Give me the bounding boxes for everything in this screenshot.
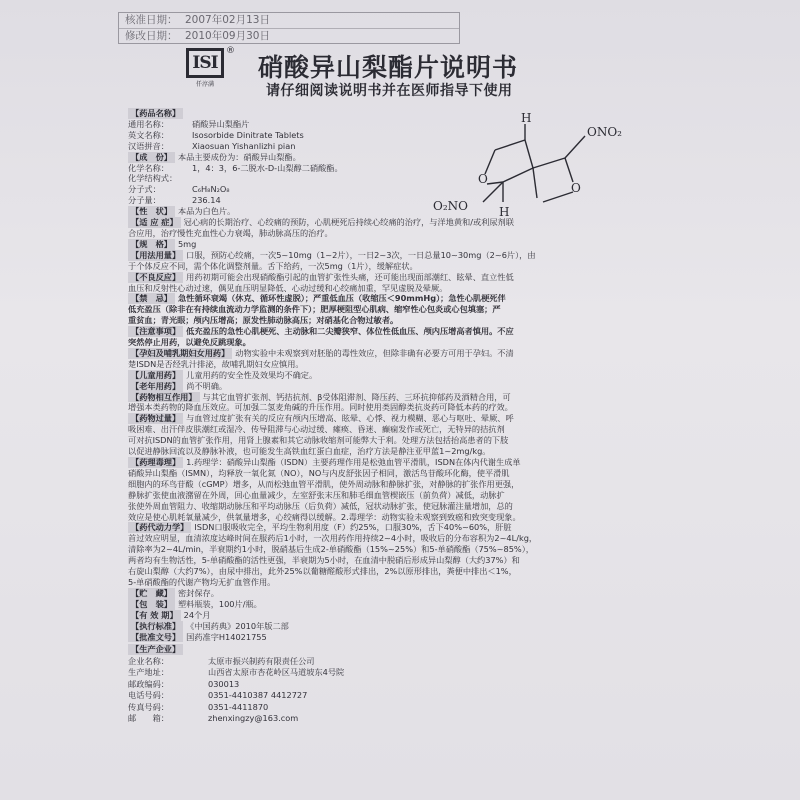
section-heading: 【贮 藏】 <box>128 588 175 599</box>
email-address: zhenxingzy@163.com <box>208 713 299 724</box>
section-text: 低充盈压的急性心肌梗死、主动脉和二尖瓣狭窄、体位性低血压、颅内压增高者慎用。不应 <box>186 326 514 337</box>
section-heading: 【药物相互作用】 <box>128 392 200 403</box>
section-text: 静脉扩张使血液潴留在外周，回心血量减少，左室舒张末压和肺毛细血管楔嵌压（前负荷）减低，动脉扩 <box>128 489 505 500</box>
formula-label: 分子式： <box>128 184 161 195</box>
weight-label: 分子量： <box>128 195 161 206</box>
company-name: 太原市振兴制药有限责任公司 <box>208 655 315 666</box>
section-validity <box>128 610 728 621</box>
ring-oxygen-left: O <box>478 172 488 186</box>
section-text: 塑料瓶装，100片/瓶。 <box>177 598 262 609</box>
section-heading: 【药代动力学】 <box>128 522 191 533</box>
section-text: 细胞内的环鸟苷酸（cGMP）增多，从而松弛血管平滑肌，使外周动脉和静脉扩张，对静脉的扩张作用更强， <box>128 478 520 489</box>
molecular-weight: 236.14 <box>192 195 221 206</box>
section-text: 24个月 <box>183 609 211 620</box>
english-name-label: 英文名称： <box>128 129 169 140</box>
section-standard <box>128 621 728 632</box>
generic-name-label: 通用名称： <box>128 118 169 129</box>
section-pharmacology <box>128 457 728 522</box>
section-heading: 【执行标准】 <box>128 621 183 632</box>
section-text: 冠心病的长期治疗、心绞痛的预防，心肌梗死后持续心绞痛的治疗，与洋地黄和/或利尿剂联 <box>183 217 514 228</box>
main-ingredient: 本品主要成份为：硝酸异山梨酯。 <box>177 151 301 162</box>
section-text: 于个体反应不同，需个体化调整剂量。舌下给药，一次5mg（1片），缓解症状。 <box>128 260 418 271</box>
section-heading: 【儿童用药】 <box>128 370 183 381</box>
section-text: 与其它血管扩张剂、钙拮抗剂、β受体阻滞剂、降压药、三环抗抑郁药及酒精合用，可 <box>202 391 511 402</box>
section-ingredients <box>128 152 728 207</box>
leaflet-body <box>128 108 728 788</box>
address-label: 生产地址： <box>128 667 169 678</box>
section-heading: 【生产企业】 <box>128 644 183 655</box>
section-heading: 【孕妇及哺乳期妇女用药】 <box>128 348 232 359</box>
section-text: 增强本类药物的降血压效应。可加强二氢麦角碱的升压作用。同时使用类固醇类抗炎药可降低本药的疗效。 <box>128 402 513 413</box>
bottom-hydrogen: H <box>499 205 510 219</box>
date-box <box>118 12 460 44</box>
section-contraindication <box>128 293 728 326</box>
section-text: 重贫血；青光眼；颅内压增高；原发性肺动脉高压；对硝基化合物过敏者。 <box>128 315 399 326</box>
section-elderly <box>128 381 728 392</box>
section-text: 《中国药典》2010年版二部 <box>186 620 289 631</box>
section-text: ISDN口服吸收完全，平均生物利用度（F）约25%，口服30%，舌下40%~60%，肝脏 <box>194 522 512 533</box>
section-children <box>128 370 728 381</box>
company-name-label: 企业名称： <box>128 655 169 666</box>
registered-mark: ® <box>226 46 235 56</box>
approve-date: 2007年02月13日 <box>185 14 270 26</box>
approve-date-label: 核准日期： <box>125 14 178 26</box>
section-heading: 【有 效 期】 <box>128 610 181 621</box>
section-text: 动物实验中未观察到对胚胎的毒性效应，但除非确有必要方可用于孕妇。不清 <box>235 347 514 358</box>
section-text: 首过效应明显，血清浓度达峰时间在服药后1小时，一次用药作用持续2~4小时，吸收后的分布容积为2~4L/kg， <box>128 533 538 544</box>
pinyin-name: Xiaosuan Yishanlizhi pian <box>192 140 296 151</box>
section-interaction <box>128 392 728 414</box>
section-heading: 【不良反应】 <box>128 272 183 283</box>
section-heading: 【包 装】 <box>128 599 175 610</box>
molecular-formula: C₆H₈N₂O₈ <box>192 184 230 195</box>
section-text: 右旋山梨醇（大约7%），由尿中排出，此外25%以葡糖醛酸形式排出，2%以原形排出，粪便中排出＜1%， <box>128 566 517 577</box>
section-storage <box>128 588 728 599</box>
section-text: 张使外周血管阻力、收缩期动脉压和平均动脉压（后负荷）减低，冠状动脉扩张，使冠脉灌注量增加，总的 <box>128 500 513 511</box>
revise-date: 2010年09月30日 <box>185 30 270 42</box>
section-heading: 【老年用药】 <box>128 381 183 392</box>
bottom-nitrate-group: O₂NO <box>433 199 468 213</box>
section-heading: 【注意事项】 <box>128 326 183 337</box>
document-subtitle: 请仔细阅读说明书并在医师指导下使用 <box>266 83 513 99</box>
section-heading: 【药物过量】 <box>128 413 183 424</box>
section-text: 两者均有生物活性，5-单硝酸酯的活性更强，半衰期为5小时，在血清中脱硝后形成异山梨醇（大约37%）和 <box>128 555 520 566</box>
section-heading: 【药理毒理】 <box>128 457 183 468</box>
section-text: 国药准字H14021755 <box>186 631 267 642</box>
fax-number: 0351-4411870 <box>208 701 269 712</box>
section-text: 突然停止用药，以避免反跳现象。 <box>128 337 251 348</box>
section-manufacturer <box>128 644 728 725</box>
section-text: 血压和反射性心动过速，偶见血压明显降低、心动过缓和心绞痛加重，罕见虚脱及晕厥。 <box>128 282 448 293</box>
chemical-name-label: 化学名称： <box>128 162 169 173</box>
section-text: 合应用，治疗慢性充血性心力衰竭，肺动脉高压的治疗。 <box>128 227 333 238</box>
logo-mark: ISI <box>186 48 224 78</box>
section-text: 可对抗ISDN的血管扩张作用，用肾上腺素和其它动脉收缩剂可能弊大于利。处理方法包括抬高患者的下肢 <box>128 435 509 446</box>
section-heading: 【性 状】 <box>128 206 175 217</box>
pinyin-label: 汉语拼音： <box>128 140 169 151</box>
section-text: 5mg <box>177 238 197 249</box>
phone-number: 0351-4410387 4412727 <box>208 690 308 701</box>
email-label: 邮 箱： <box>128 713 169 724</box>
postcode: 030013 <box>208 678 240 689</box>
section-text: 清除率为2~4L/min，半衰期约1小时，脱硝基后生成2-单硝酸酯（15%~25%）和5-单硝酸酯（75%~85%）， <box>128 544 534 555</box>
generic-name: 硝酸异山梨酯片 <box>192 118 250 129</box>
english-name: Isosorbide Dinitrate Tablets <box>192 129 304 140</box>
ring-oxygen-right: O <box>571 181 581 195</box>
section-text: 急性循环衰竭（休克、循环性虚脱）；严重低血压（收缩压＜90mmHg）；急性心肌梗死伴 <box>177 293 506 304</box>
section-text: 吸困难、出汗伴皮肤潮红或湿冷、传导阻滞与心动过缓、瘫痪、昏迷、癫痫发作或死亡，无特异的拮抗剂 <box>128 424 505 435</box>
revise-date-row <box>119 28 459 44</box>
section-text: 楚ISDN是否经乳汁排泌，故哺乳期妇女应慎用。 <box>128 358 304 369</box>
top-hydrogen: H <box>521 111 532 125</box>
section-overdose <box>128 413 728 457</box>
section-text: 与血管过度扩张有关的反应有颅内压增高、眩晕、心悸、视力模糊、恶心与呕吐、晕厥、呼 <box>186 413 514 424</box>
brand-logo <box>186 46 235 88</box>
company-address: 山西省太原市杏花岭区马道坡东4号院 <box>208 667 345 678</box>
section-adverse <box>128 272 728 294</box>
section-text: 本品为白色片。 <box>177 206 236 217</box>
section-pregnancy <box>128 348 728 370</box>
section-text: 口服，预防心绞痛，一次5~10mg（1~2片），一日2~3次，一日总量10~30mg（2~6片），由 <box>186 249 536 260</box>
section-text: 1.药理学：硝酸异山梨酯（ISDN）主要药理作用是松弛血管平滑肌，ISDN在体内代谢生成单 <box>186 457 521 467</box>
section-indication <box>128 217 728 239</box>
section-text: 效应是使心肌耗氧量减少，供氧量增多，心绞痛得以缓解。2.毒理学：动物实验未观察到致癌和致突变现象。 <box>128 511 521 522</box>
section-spec <box>128 239 728 250</box>
section-text: 尚不明确。 <box>186 380 228 391</box>
section-drug-name <box>128 108 728 152</box>
fax-label: 传真号码： <box>128 701 169 712</box>
document-title: 硝酸异山梨酯片说明书 <box>258 53 519 82</box>
section-heading: 【用法用量】 <box>128 250 183 261</box>
postcode-label: 邮政编码： <box>128 678 169 689</box>
logo-caption: 仟淳满 <box>195 81 214 88</box>
section-text: 密封保存。 <box>177 587 219 598</box>
section-heading: 【规 格】 <box>128 239 175 250</box>
section-text: 硝酸异山梨酯（ISMN），均释放一氧化氮（NO），NO与内皮舒张因子相同，激活鸟苷酸环化酶，使平滑肌 <box>128 467 510 478</box>
revise-date-label: 修改日期： <box>125 30 178 42</box>
section-text: 以促进静脉回流以及静脉补液，也可能发生高铁血红蛋白血症，治疗方法是静注亚甲蓝1~2mg/kg。 <box>128 446 491 457</box>
section-approval <box>128 632 728 643</box>
section-appearance <box>128 206 728 217</box>
section-pharmacokinetics <box>128 522 728 587</box>
top-nitrate-group: ONO₂ <box>587 125 622 139</box>
section-package <box>128 599 728 610</box>
chemical-name: 1，4：3，6-二脱水-D-山梨醇二硝酸酯。 <box>192 162 343 173</box>
section-heading: 【适 应 症】 <box>128 217 181 228</box>
structure-label: 化学结构式： <box>128 173 178 184</box>
section-heading: 【成 份】 <box>128 152 175 163</box>
section-text: 儿童用药的安全性及效果均不确定。 <box>186 369 318 380</box>
section-text: 5-单硝酸酯的代谢产物均无扩血管作用。 <box>128 576 276 587</box>
section-usage <box>128 250 728 272</box>
approve-date-row <box>119 13 459 28</box>
section-heading: 【药品名称】 <box>128 108 183 119</box>
section-heading: 【批准文号】 <box>128 632 183 643</box>
section-caution <box>128 326 728 348</box>
section-text: 用药初期可能会出现硝酸酯引起的血管扩张性头痛，还可能出现面部潮红、眩晕、直立性低 <box>186 271 514 282</box>
section-text: 低充盈压（除非在有持续血流动力学监测的条件下）；肥厚梗阻型心肌病、缩窄性心包炎或心包填塞；严 <box>128 304 501 315</box>
section-heading: 【禁 忌】 <box>128 293 175 304</box>
phone-label: 电话号码： <box>128 690 169 701</box>
